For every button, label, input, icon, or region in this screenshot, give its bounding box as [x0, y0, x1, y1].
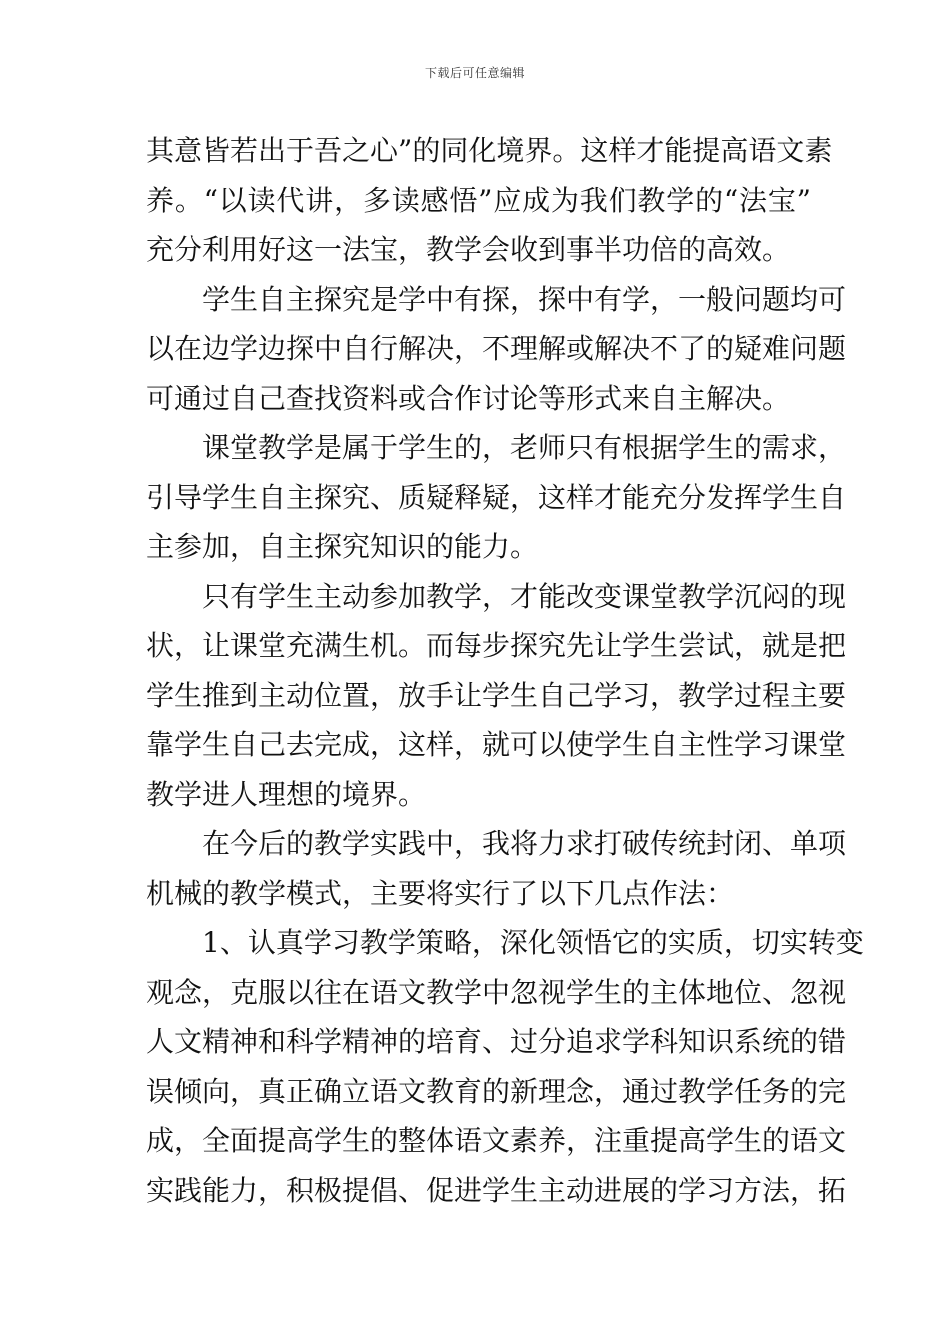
text-line: 成，全面提高学生的整体语文素养，注重提高学生的语文 [146, 1124, 847, 1157]
text-line: 可通过自己查找资料或合作讨论等形式来自主解决。 [146, 381, 791, 415]
text-line: 以在边学边探中自行解决，不理解或解决不了的疑难问题 [146, 332, 847, 365]
text-line: 在今后的教学实践中，我将力求打破传统封闭、单项 [202, 827, 847, 860]
text-line: 机械的教学模式，主要将实行了以下几点作法： [146, 876, 735, 910]
page-header: 下载后可任意编辑 [424, 66, 525, 80]
text-line: 人文精神和科学精神的培育、过分追求学科知识系统的错 [146, 1025, 847, 1058]
text-line: 其意皆若出于吾之心”的同化境界。这样才能提高语文素 [146, 134, 833, 167]
text-line: 误倾向，真正确立语文教育的新理念，通过教学任务的完 [146, 1074, 847, 1108]
text-line: 引导学生自主探究、质疑释疑，这样才能充分发挥学生自 [146, 480, 847, 514]
text-line: 靠学生自己去完成，这样，就可以使学生自主性学习课堂 [146, 728, 847, 761]
document-body [146, 126, 864, 1215]
text-line: 养。“以读代讲，多读感悟”应成为我们教学的“法宝” [146, 183, 811, 217]
text-line: 教学进人理想的境界。 [146, 777, 427, 811]
text-line: 学生自主探究是学中有探，探中有学，一般问题均可 [202, 282, 847, 316]
text-line: 观念，克服以往在语文教学中忽视学生的主体地位、忽视 [146, 975, 847, 1009]
text-line: 主参加，自主探究知识的能力。 [146, 530, 539, 563]
text-line: 学生推到主动位置，放手让学生自己学习，教学过程主要 [146, 678, 847, 712]
text-line: 课堂教学是属于学生的，老师只有根据学生的需求， [202, 431, 847, 464]
text-line: 充分利用好这一法宝，教学会收到事半功倍的高效。 [146, 233, 791, 266]
text-line: 实践能力，积极提倡、促进学生主动进展的学习方法，拓 [146, 1173, 847, 1207]
text-line: 只有学生主动参加教学，才能改变课堂教学沉闷的现 [202, 579, 847, 613]
text-line: 状，让课堂充满生机。而每步探究先让学生尝试，就是把 [146, 629, 847, 662]
text-line: 1、认真学习教学策略，深化领悟它的实质，切实转变 [202, 926, 864, 959]
